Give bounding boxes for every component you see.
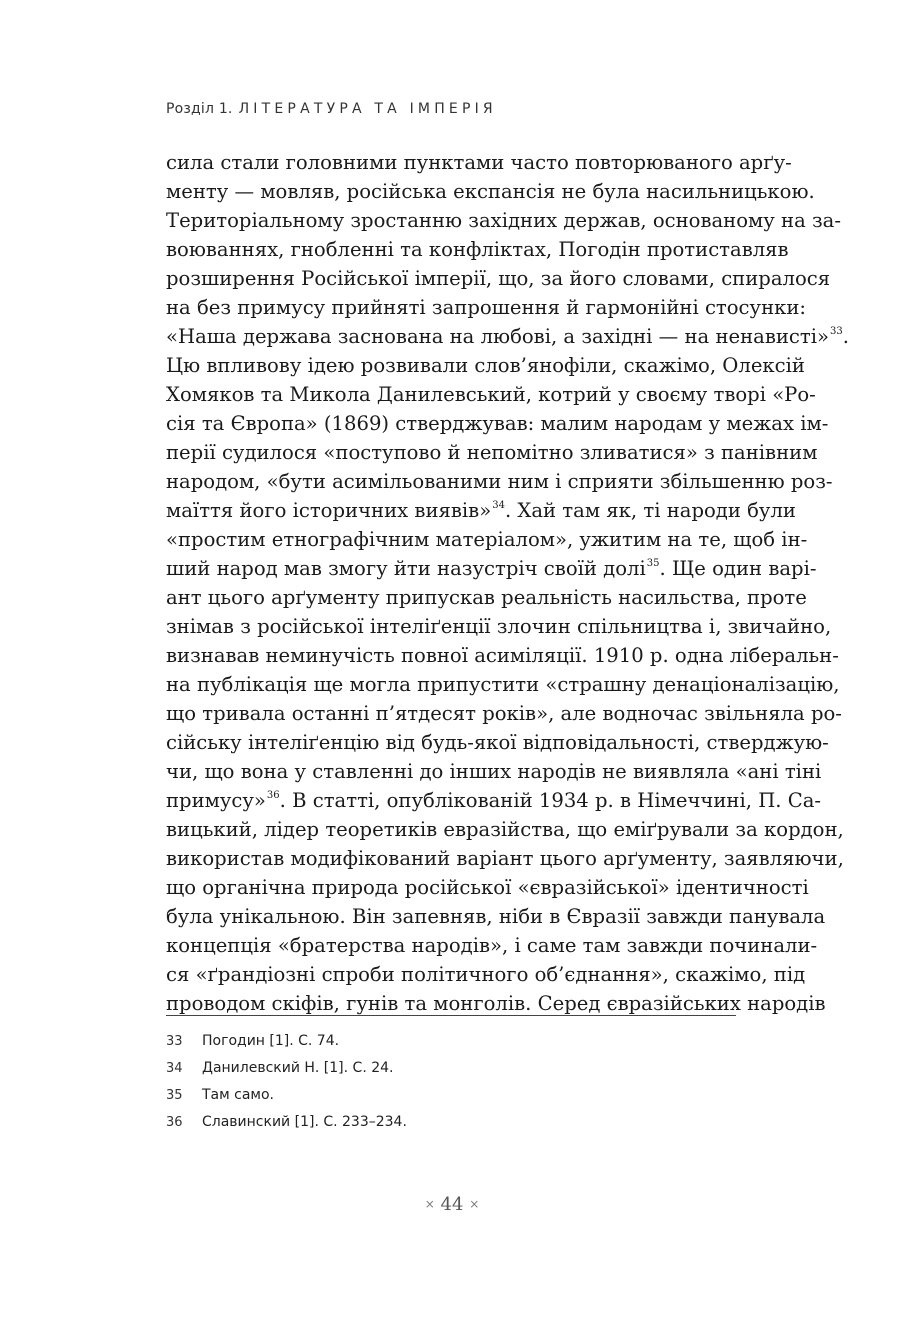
text-segment: примусу» xyxy=(166,789,266,812)
text-segment: . Хай там як, ті народи були xyxy=(504,499,796,522)
text-segment: . В статті, опублікованій 1934 р. в Німеччині, П. Са- xyxy=(279,789,822,812)
text-line: на публікація ще могла припустити «страшну денаціоналізацію, xyxy=(166,673,840,696)
text-line: воюваннях, гнобленні та конфліктах, Погодін протиставляв xyxy=(166,238,789,261)
text-segment: ший народ мав змогу йти назустріч своїй долі xyxy=(166,557,646,580)
text-line: перії судилося «поступово й непомітно зливатися» з панівним xyxy=(166,441,818,464)
text-segment: . Ще один варі- xyxy=(659,557,817,580)
text-segment: маїття його історичних виявів» xyxy=(166,499,492,522)
chapter-label: Розділ 1. xyxy=(166,101,233,117)
footnote-item xyxy=(166,1111,736,1133)
text-line: менту — мовляв, російська експансія не була насильницькою. xyxy=(166,180,815,203)
footnote-number: 35 xyxy=(166,1088,183,1103)
text-line: чи, що вона у ставленні до інших народів не виявляла «ані тіні xyxy=(166,760,822,783)
text-line: концепція «братерства народів», і саме там завжди починали- xyxy=(166,934,818,957)
footnote-number: 33 xyxy=(166,1034,183,1049)
text-line xyxy=(166,786,822,815)
footnote-item xyxy=(166,1084,736,1106)
footnote-text: Там само. xyxy=(202,1087,274,1103)
footnote-text: Данилевский Н. [1]. С. 24. xyxy=(202,1060,394,1076)
chapter-title: ЛІТЕРАТУРА ТА ІМПЕРІЯ xyxy=(238,101,497,117)
ornament-left: × xyxy=(424,1197,435,1211)
page-number-value: 44 xyxy=(440,1194,464,1215)
text-line: проводом скіфів, гунів та монголів. Серед євразійських народів xyxy=(166,992,826,1015)
text-line xyxy=(166,322,849,351)
footnote-number: 34 xyxy=(166,1061,183,1076)
text-line: Цю впливову ідею розвивали слов’янофіли, скажімо, Олексій xyxy=(166,354,805,377)
text-line: що тривала останні п’ятдесят років», але водночас звільняла ро- xyxy=(166,702,842,725)
footnote-divider xyxy=(166,1015,736,1016)
text-line: використав модифікований варіант цього арґументу, заявляючи, xyxy=(166,847,844,870)
page-number xyxy=(402,1194,502,1220)
text-line: ся «ґрандіозні спроби політичного об’єднання», скажімо, під xyxy=(166,963,806,986)
footnote-number: 36 xyxy=(166,1115,183,1130)
text-line: сила стали головними пунктами часто повторюваного арґу- xyxy=(166,151,792,174)
footnote-text: Славинский [1]. С. 233–234. xyxy=(202,1114,407,1130)
text-line: що органічна природа російської «євразійської» ідентичності xyxy=(166,876,809,899)
text-line: на без примусу прийняті запрошення й гармонійні стосунки: xyxy=(166,296,807,319)
text-line: визнавав неминучість повної асиміляції. 1910 р. одна ліберальн- xyxy=(166,644,839,667)
text-segment: . xyxy=(842,325,849,348)
text-line: сійську інтеліґенцію від будь-якої відповідальності, стверджую- xyxy=(166,731,829,754)
text-line: Територіальному зростанню західних держав, основаному на за- xyxy=(166,209,841,232)
footnote-ref-34[interactable]: 34 xyxy=(492,500,505,511)
text-line: Хомяков та Микола Данилевський, котрий у своєму творі «Ро- xyxy=(166,383,816,406)
text-line: вицький, лідер теоретиків евразійства, що еміґрували за кордон, xyxy=(166,818,844,841)
text-line xyxy=(166,554,817,583)
footnote-ref-33[interactable]: 33 xyxy=(830,326,843,337)
text-line xyxy=(166,496,796,525)
text-line: розширення Російської імперії, що, за його словами, спиралося xyxy=(166,267,831,290)
text-segment: «Наша держава заснована на любові, а західні — на ненависті» xyxy=(166,325,829,348)
footnote-text: Погодин [1]. С. 74. xyxy=(202,1033,340,1049)
text-line: знімав з російської інтеліґенції злочин спільництва і, звичайно, xyxy=(166,615,832,638)
running-header xyxy=(166,100,726,124)
footnote-ref-35[interactable]: 35 xyxy=(646,558,660,569)
text-line: сія та Європа» (1869) стверджував: малим народам у межах ім- xyxy=(166,412,829,435)
ornament-right: × xyxy=(469,1197,480,1211)
text-line: народом, «бути асимільованими ним і сприяти збільшенню роз- xyxy=(166,470,833,493)
text-line: «простим етнографічним матеріалом», ужитим на те, щоб ін- xyxy=(166,528,808,551)
footnote-item xyxy=(166,1057,736,1079)
text-line: ант цього арґументу припускав реальність насильства, проте xyxy=(166,586,807,609)
footnote-ref-36[interactable]: 36 xyxy=(266,790,280,801)
footnote-item xyxy=(166,1030,736,1052)
text-line: була унікальною. Він запевняв, ніби в Євразії завжди панувала xyxy=(166,905,826,928)
